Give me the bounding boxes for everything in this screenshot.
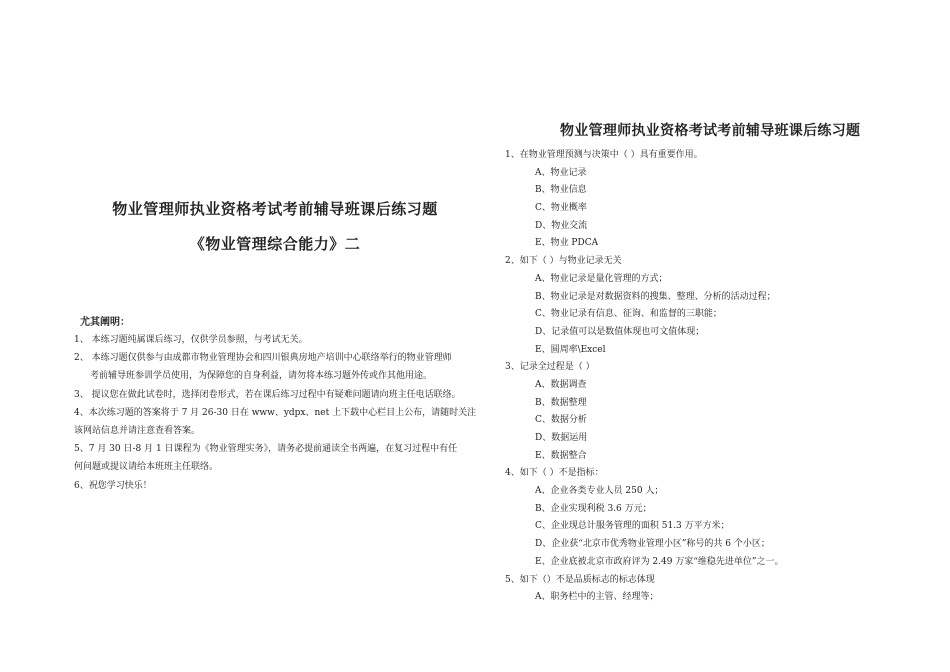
- question-option: C、物业概率: [535, 203, 587, 214]
- question-stem: 1、在物业管理预测与决策中（ ）具有重要作用。: [505, 150, 703, 160]
- question-option: E、圆周率\Excel: [535, 344, 606, 355]
- question-stem: 4、如下（ ）不是指标：: [505, 468, 604, 479]
- question-option: B、物业信息: [535, 185, 587, 196]
- question-option: D、记录值可以是数值体现也可文值体现；: [535, 326, 705, 337]
- question-option: C、数据分析: [535, 415, 587, 426]
- question-option: A、职务栏中的主管、经理等；: [535, 592, 659, 603]
- notice-heading: 尤其阐明：: [80, 317, 130, 328]
- notice-line: 考前辅导班参训学员使用，为保障您的自身利益，请勿将本练习题外传或作其他用途。: [90, 371, 433, 382]
- right-page: [505, 0, 925, 672]
- question-option: A、数据调查: [535, 379, 587, 390]
- question-option: B、企业实现利税 3.6 万元；: [535, 503, 652, 514]
- question-option: D、物业交流: [535, 220, 588, 231]
- notice-line: 2、 本练习题仅供参与由成都市物业管理协会和四川银典房地产培训中心联络举行的物业管理师: [74, 353, 452, 364]
- notice-line: 该网站信息并请注意查看答案。: [74, 425, 201, 436]
- notice-line: 5、7 月 30 日-8 月 1 日课程为《物业管理实务》，请务必提前通读全书两遍，在复习过程中有任: [74, 444, 458, 455]
- question-option: E、企业底被北京市政府评为 2.49 万家“维稳先进单位”之一。: [535, 556, 784, 567]
- question-list: [505, 147, 925, 607]
- notice-line: 4、本次练习题的答案将于 7 月 26-30 日在 www、ydpx、net 上下载中心栏目上公布，请随时关注: [74, 407, 477, 418]
- question-option: D、数据运用: [535, 433, 588, 443]
- question-option: C、企业现总计服务管理的面积 51.3 万平方米；: [535, 521, 730, 532]
- question-option: D、企业获“北京市优秀物业管理小区”称号的共 6 个小区；: [535, 539, 770, 550]
- notice-line: 何问题或提议请给本班班主任联络。: [74, 462, 219, 473]
- notice-list: [74, 331, 484, 495]
- question-option: E、物业 PDCA: [535, 238, 599, 249]
- question-option: B、数据整理: [535, 397, 587, 408]
- left-page-title: 物业管理师执业资格考试考前辅导班课后练习题: [112, 200, 438, 218]
- question-option: A、物业记录是量化管理的方式；: [535, 273, 668, 284]
- question-stem: 5、如下（）不是品质标志的标志体现: [505, 574, 655, 585]
- notice-line: 1、 本练习题纯属课后练习，仅供学员参照，与考试无关。: [74, 335, 308, 345]
- question-option: A、物业记录: [535, 167, 587, 178]
- question-option: B、物业记录是对数据资料的搜集、整理、分析的活动过程；: [535, 291, 776, 302]
- question-option: E、数据整合: [535, 450, 587, 461]
- right-page-title: 物业管理师执业资格考试考前辅导班课后练习题: [560, 123, 861, 139]
- left-page: [60, 0, 490, 672]
- left-page-subtitle: 《物业管理综合能力》二: [189, 235, 361, 253]
- question-stem: 2、如下（ ）与物业记录无关: [505, 256, 622, 267]
- notice-line: 3、 提议您在做此试卷时，选择闭卷形式，若在课后练习过程中有疑难问题请向班主任电话联络。: [74, 389, 461, 400]
- question-option: C、物业记录有信息、征询、和监督的三职能；: [535, 309, 722, 320]
- question-stem: 3、记录全过程是（ ）: [505, 362, 595, 373]
- notice-line: 6、祝您学习快乐！: [74, 480, 152, 491]
- question-option: A、企业各类专业人员 250 人；: [535, 486, 664, 497]
